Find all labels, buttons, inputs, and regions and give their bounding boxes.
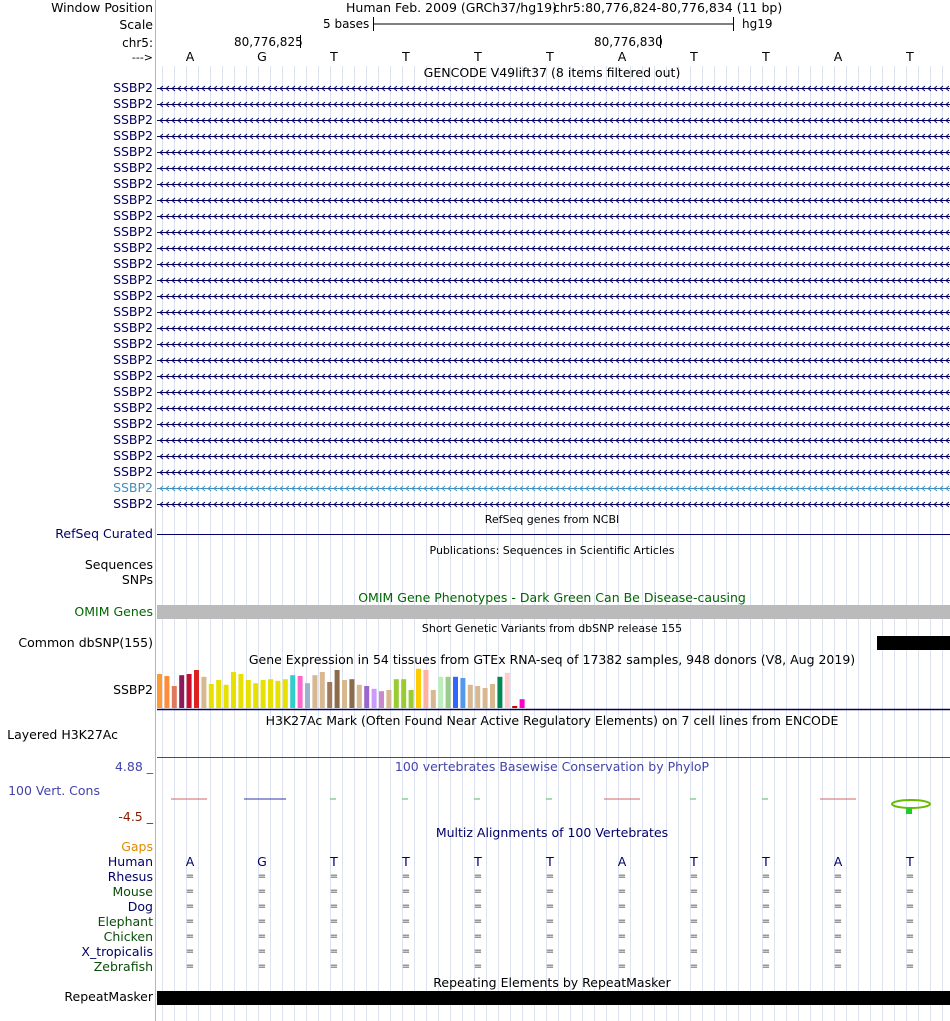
gtex-tissue-bar[interactable] [268, 679, 273, 708]
gene-label[interactable]: SSBP2 [113, 192, 153, 207]
alignment-match-mark: = [185, 961, 195, 972]
gtex-tissue-bar[interactable] [342, 680, 347, 708]
alignment-match-mark: = [545, 961, 555, 972]
repeat-title[interactable]: Repeating Elements by RepeatMasker [433, 975, 671, 990]
repeatmasker-label[interactable]: RepeatMasker [64, 989, 153, 1004]
gene-label[interactable]: SSBP2 [113, 352, 153, 367]
alignment-match-mark: = [545, 871, 555, 882]
gtex-tissue-bar[interactable] [446, 677, 451, 708]
gtex-tissue-bar[interactable] [401, 679, 406, 708]
gene-label[interactable]: SSBP2 [113, 208, 153, 223]
alignment-match-mark: = [401, 946, 411, 957]
gene-label[interactable]: SSBP2 [113, 160, 153, 175]
alignment-match-mark: = [329, 946, 339, 957]
strand-label: ---> [131, 51, 153, 64]
alignment-match-mark: = [257, 931, 267, 942]
alignment-match-mark: = [185, 886, 195, 897]
alignment-match-mark: = [689, 886, 699, 897]
gene-row[interactable] [157, 454, 950, 459]
alignment-match-mark: = [329, 916, 339, 927]
alignment-match-mark: = [833, 946, 843, 957]
alignment-match-mark: = [617, 931, 627, 942]
gtex-tissue-bar[interactable] [438, 677, 443, 708]
repeatmasker-bar[interactable] [157, 991, 950, 1005]
coord-right: 80,776,830 [594, 35, 663, 49]
alignment-match-mark: = [257, 901, 267, 912]
alignment-match-mark: = [185, 871, 195, 882]
gtex-tissue-bar[interactable] [209, 684, 214, 708]
alignment-match-mark: = [329, 901, 339, 912]
gene-label[interactable]: SSBP2 [113, 176, 153, 191]
window-position-label: Window Position [51, 0, 153, 15]
gene-row[interactable] [157, 198, 950, 203]
gtex-tissue-bar[interactable] [224, 685, 229, 708]
gene-label[interactable]: SSBP2 [113, 256, 153, 271]
human-base: A [833, 854, 843, 869]
scale-text: 5 bases [323, 17, 370, 31]
omim-title[interactable]: OMIM Gene Phenotypes - Dark Green Can Be Disease-causing [358, 590, 746, 605]
scale-db: hg19 [742, 17, 773, 31]
gene-label[interactable]: SSBP2 [113, 432, 153, 447]
chrom-label: chr5: [122, 36, 153, 50]
gtex-title[interactable]: Gene Expression in 54 tissues from GTEx RNA-seq of 17382 samples, 948 donors (V8, Aug 2019) [248, 652, 856, 667]
gtex-tissue-bar[interactable] [179, 675, 184, 708]
gene-row[interactable] [157, 438, 950, 443]
gtex-tissue-bar[interactable] [379, 691, 384, 708]
base-letter: A [617, 49, 627, 64]
alignment-match-mark: = [761, 901, 771, 912]
alignment-match-mark: = [689, 901, 699, 912]
gtex-tissue-bar[interactable] [483, 688, 488, 708]
species-label[interactable]: Rhesus [107, 869, 153, 884]
gtex-tissue-bar[interactable] [468, 685, 473, 708]
alignment-match-mark: = [617, 946, 627, 957]
alignment-match-mark: = [761, 946, 771, 957]
alignment-match-mark: = [833, 916, 843, 927]
gene-row[interactable] [157, 326, 950, 331]
h3k27ac-label[interactable]: Layered H3K27Ac [7, 727, 118, 742]
base-letter: A [185, 49, 195, 64]
gtex-tissue-bar[interactable] [216, 680, 221, 708]
gene-label[interactable]: SSBP2 [113, 496, 153, 511]
human-base: A [617, 854, 627, 869]
alignment-match-mark: = [329, 886, 339, 897]
cons-title[interactable]: 100 vertebrates Basewise Conservation by PhyloP [394, 759, 710, 774]
gtex-tissue-bar[interactable] [194, 670, 199, 708]
human-base: T [546, 854, 554, 869]
alignment-match-mark: = [761, 871, 771, 882]
alignment-match-mark: = [257, 916, 267, 927]
alignment-match-mark: = [473, 946, 483, 957]
alignment-match-mark: = [689, 961, 699, 972]
gene-row[interactable] [157, 470, 950, 475]
gtex-tissue-bar[interactable] [253, 683, 258, 708]
gtex-tissue-bar[interactable] [246, 680, 251, 708]
gene-label[interactable]: SSBP2 [113, 336, 153, 351]
alignment-match-mark: = [761, 916, 771, 927]
gencode-gene-rows [157, 86, 950, 507]
gene-label[interactable]: SSBP2 [113, 240, 153, 255]
alignment-match-mark: = [833, 871, 843, 882]
alignment-match-mark: = [473, 901, 483, 912]
alignment-match-mark: = [401, 961, 411, 972]
base-letter: A [833, 49, 843, 64]
gtex-tissue-bar[interactable] [394, 679, 399, 708]
gtex-label[interactable]: SSBP2 [113, 682, 153, 697]
base-letter: T [402, 49, 410, 64]
alignment-match-mark: = [545, 931, 555, 942]
dbsnp-label[interactable]: Common dbSNP(155) [18, 635, 153, 650]
omim-label[interactable]: OMIM Genes [74, 604, 153, 619]
alignment-match-mark: = [545, 916, 555, 927]
human-base: T [474, 854, 482, 869]
gene-row[interactable] [157, 278, 950, 283]
h3k27ac-title[interactable]: H3K27Ac Mark (Often Found Near Active Regulatory Elements) on 7 cell lines from ENCODE [265, 713, 839, 728]
alignment-match-mark: = [761, 961, 771, 972]
gene-label[interactable]: SSBP2 [113, 368, 153, 383]
gtex-tissue-bar[interactable] [172, 686, 177, 708]
gtex-tissue-bar[interactable] [423, 670, 428, 708]
gene-row[interactable] [157, 358, 950, 363]
gene-row[interactable] [157, 310, 950, 315]
gtex-tissue-bar[interactable] [372, 689, 377, 708]
gtex-tissue-bar[interactable] [261, 680, 266, 708]
alignment-match-mark: = [545, 901, 555, 912]
alignment-match-mark: = [905, 946, 915, 957]
alignment-match-mark: = [473, 961, 483, 972]
alignment-match-mark: = [185, 901, 195, 912]
conservation-plot[interactable] [171, 799, 930, 814]
alignment-match-mark: = [905, 886, 915, 897]
gtex-tissue-bar[interactable] [512, 706, 517, 708]
gene-label[interactable]: SSBP2 [113, 464, 153, 479]
alignment-match-mark: = [689, 946, 699, 957]
assembly-title: Human Feb. 2009 (GRCh37/hg19) [346, 0, 557, 15]
dbsnp-title[interactable]: Short Genetic Variants from dbSNP release 155 [421, 622, 683, 635]
human-base: A [185, 854, 195, 869]
alignment-match-mark: = [401, 886, 411, 897]
gtex-tissue-bar[interactable] [157, 674, 162, 708]
species-label[interactable]: X_tropicalis [81, 944, 153, 959]
base-letter: T [474, 49, 482, 64]
gene-label[interactable]: SSBP2 [113, 480, 153, 495]
alignment-match-mark: = [617, 916, 627, 927]
gene-label[interactable]: SSBP2 [113, 448, 153, 463]
gene-label[interactable]: SSBP2 [113, 80, 153, 95]
alignment-match-mark: = [257, 946, 267, 957]
gtex-tissue-bar[interactable] [305, 683, 310, 708]
gtex-tissue-bar[interactable] [238, 674, 243, 708]
gene-row[interactable] [157, 422, 950, 427]
alignment-match-mark: = [761, 886, 771, 897]
gene-row[interactable] [157, 262, 950, 267]
cons-min-label: -4.5 _ [118, 809, 153, 824]
gene-label[interactable]: SSBP2 [113, 288, 153, 303]
pubs-title[interactable]: Publications: Sequences in Scientific Articles [429, 544, 675, 557]
gtex-tissue-bar[interactable] [409, 690, 414, 708]
gtex-tissue-bar[interactable] [320, 672, 325, 708]
gene-row[interactable] [157, 294, 950, 299]
gtex-tissue-bar[interactable] [335, 670, 340, 708]
gtex-tissue-bar[interactable] [312, 675, 317, 708]
alignment-match-mark: = [833, 886, 843, 897]
gtex-tissue-bar[interactable] [490, 684, 495, 708]
gene-row[interactable] [157, 374, 950, 379]
gtex-tissue-bar[interactable] [453, 677, 458, 708]
alignment-match-mark: = [401, 901, 411, 912]
human-base: G [257, 854, 267, 869]
gtex-tissue-bar[interactable] [497, 677, 502, 708]
gene-row[interactable] [157, 390, 950, 395]
gtex-tissue-bar[interactable] [364, 686, 369, 708]
base-letter: G [257, 49, 267, 64]
alignment-match-mark: = [761, 931, 771, 942]
refseq-label[interactable]: RefSeq Curated [55, 526, 153, 541]
alignment-match-mark: = [617, 961, 627, 972]
multiz-title[interactable]: Multiz Alignments of 100 Vertebrates [435, 825, 669, 840]
gaps-label[interactable]: Gaps [121, 839, 153, 854]
gene-row[interactable] [157, 502, 950, 507]
alignment-match-mark: = [473, 931, 483, 942]
alignment-match-mark: = [833, 961, 843, 972]
gtex-tissue-bar[interactable] [327, 682, 332, 708]
alignment-match-mark: = [329, 961, 339, 972]
species-label[interactable]: Human [107, 854, 153, 869]
species-label[interactable]: Zebrafish [93, 959, 153, 974]
gtex-tissue-bar[interactable] [164, 676, 169, 708]
gtex-bar-chart [157, 669, 525, 708]
human-base: T [402, 854, 410, 869]
gene-label[interactable]: SSBP2 [113, 272, 153, 287]
alignment-match-mark: = [617, 886, 627, 897]
gene-label[interactable]: SSBP2 [113, 96, 153, 111]
alignment-match-mark: = [401, 871, 411, 882]
human-base: T [690, 854, 698, 869]
gencode-title[interactable]: GENCODE V49lift37 (8 items filtered out) [423, 65, 681, 80]
alignment-match-mark: = [545, 946, 555, 957]
alignment-match-mark: = [185, 946, 195, 957]
alignment-match-mark: = [473, 916, 483, 927]
alignment-match-mark: = [617, 871, 627, 882]
alignment-match-mark: = [257, 886, 267, 897]
alignment-match-mark: = [329, 871, 339, 882]
refseq-title[interactable]: RefSeq genes from NCBI [484, 513, 620, 526]
alignment-match-mark: = [257, 871, 267, 882]
gene-row[interactable] [157, 150, 950, 155]
gtex-tissue-bar[interactable] [431, 690, 436, 708]
base-letter: T [690, 49, 698, 64]
gene-row[interactable] [157, 134, 950, 139]
gtex-tissue-bar[interactable] [298, 676, 303, 708]
alignment-match-mark: = [905, 901, 915, 912]
gene-label[interactable]: SSBP2 [113, 304, 153, 319]
gtex-tissue-bar[interactable] [283, 679, 288, 708]
gtex-tissue-bar[interactable] [349, 679, 354, 708]
alignment-match-mark: = [185, 931, 195, 942]
gtex-tissue-bar[interactable] [275, 681, 280, 708]
alignment-match-mark: = [617, 901, 627, 912]
species-label[interactable]: Mouse [112, 884, 153, 899]
species-label[interactable]: Elephant [97, 914, 153, 929]
alignment-match-mark: = [905, 931, 915, 942]
gene-label[interactable]: SSBP2 [113, 400, 153, 415]
omim-bar[interactable] [157, 605, 950, 619]
base-letter: T [762, 49, 770, 64]
alignment-match-mark: = [833, 931, 843, 942]
gene-label[interactable]: SSBP2 [113, 384, 153, 399]
gene-label[interactable]: SSBP2 [113, 128, 153, 143]
gene-row[interactable] [157, 486, 950, 491]
alignment-match-mark: = [545, 886, 555, 897]
alignment-match-mark: = [473, 871, 483, 882]
alignment-match-mark: = [473, 886, 483, 897]
gene-row[interactable] [157, 102, 950, 107]
alignment-match-mark: = [905, 961, 915, 972]
gtex-tissue-bar[interactable] [231, 672, 236, 708]
scale-label: Scale [119, 17, 153, 32]
gene-row[interactable] [157, 118, 950, 123]
alignment-match-mark: = [833, 901, 843, 912]
gtex-tissue-bar[interactable] [290, 675, 295, 708]
gene-row[interactable] [157, 230, 950, 235]
gtex-tissue-bar[interactable] [520, 699, 525, 708]
gtex-tissue-bar[interactable] [460, 678, 465, 708]
human-base: T [330, 854, 338, 869]
alignment-match-mark: = [185, 916, 195, 927]
gene-label[interactable]: SSBP2 [113, 416, 153, 431]
gtex-tissue-bar[interactable] [187, 674, 192, 708]
cons-max-label: 4.88 _ [114, 759, 153, 774]
gene-row[interactable] [157, 342, 950, 347]
gtex-tissue-bar[interactable] [505, 673, 510, 708]
sequences-label[interactable]: Sequences [84, 557, 153, 572]
gene-row[interactable] [157, 86, 950, 91]
gene-row[interactable] [157, 246, 950, 251]
base-letter: T [906, 49, 914, 64]
gtex-tissue-bar[interactable] [386, 690, 391, 708]
gtex-tissue-bar[interactable] [475, 686, 480, 708]
gtex-tissue-bar[interactable] [416, 669, 421, 708]
gene-row[interactable] [157, 406, 950, 411]
gtex-tissue-bar[interactable] [357, 685, 362, 708]
alignment-match-mark: = [257, 961, 267, 972]
cons-highlight-mark [892, 800, 930, 808]
gene-row[interactable] [157, 182, 950, 187]
alignment-match-mark: = [905, 916, 915, 927]
alignment-match-mark: = [905, 871, 915, 882]
base-letter: T [330, 49, 338, 64]
position-text[interactable]: chr5:80,776,824-80,776,834 (11 bp) [553, 0, 783, 15]
base-letter: T [546, 49, 554, 64]
alignment-match-mark: = [401, 916, 411, 927]
cons-label[interactable]: 100 Vert. Cons [8, 783, 100, 798]
gene-row[interactable] [157, 214, 950, 219]
alignment-match-mark: = [329, 931, 339, 942]
coord-left: 80,776,825 [234, 35, 303, 49]
alignment-match-mark: = [689, 931, 699, 942]
snps-label[interactable]: SNPs [121, 572, 153, 587]
species-label[interactable]: Chicken [103, 929, 153, 944]
human-base: T [762, 854, 770, 869]
alignment-match-mark: = [689, 916, 699, 927]
human-base: T [906, 854, 914, 869]
gene-label[interactable]: SSBP2 [113, 224, 153, 239]
gtex-tissue-bar[interactable] [201, 677, 206, 708]
species-label[interactable]: Dog [127, 899, 153, 914]
dbsnp-variant-block[interactable] [877, 636, 950, 650]
gene-label[interactable]: SSBP2 [113, 320, 153, 335]
gene-label[interactable]: SSBP2 [113, 144, 153, 159]
alignment-match-mark: = [689, 871, 699, 882]
gene-label[interactable]: SSBP2 [113, 112, 153, 127]
gene-row[interactable] [157, 166, 950, 171]
alignment-match-mark: = [401, 931, 411, 942]
